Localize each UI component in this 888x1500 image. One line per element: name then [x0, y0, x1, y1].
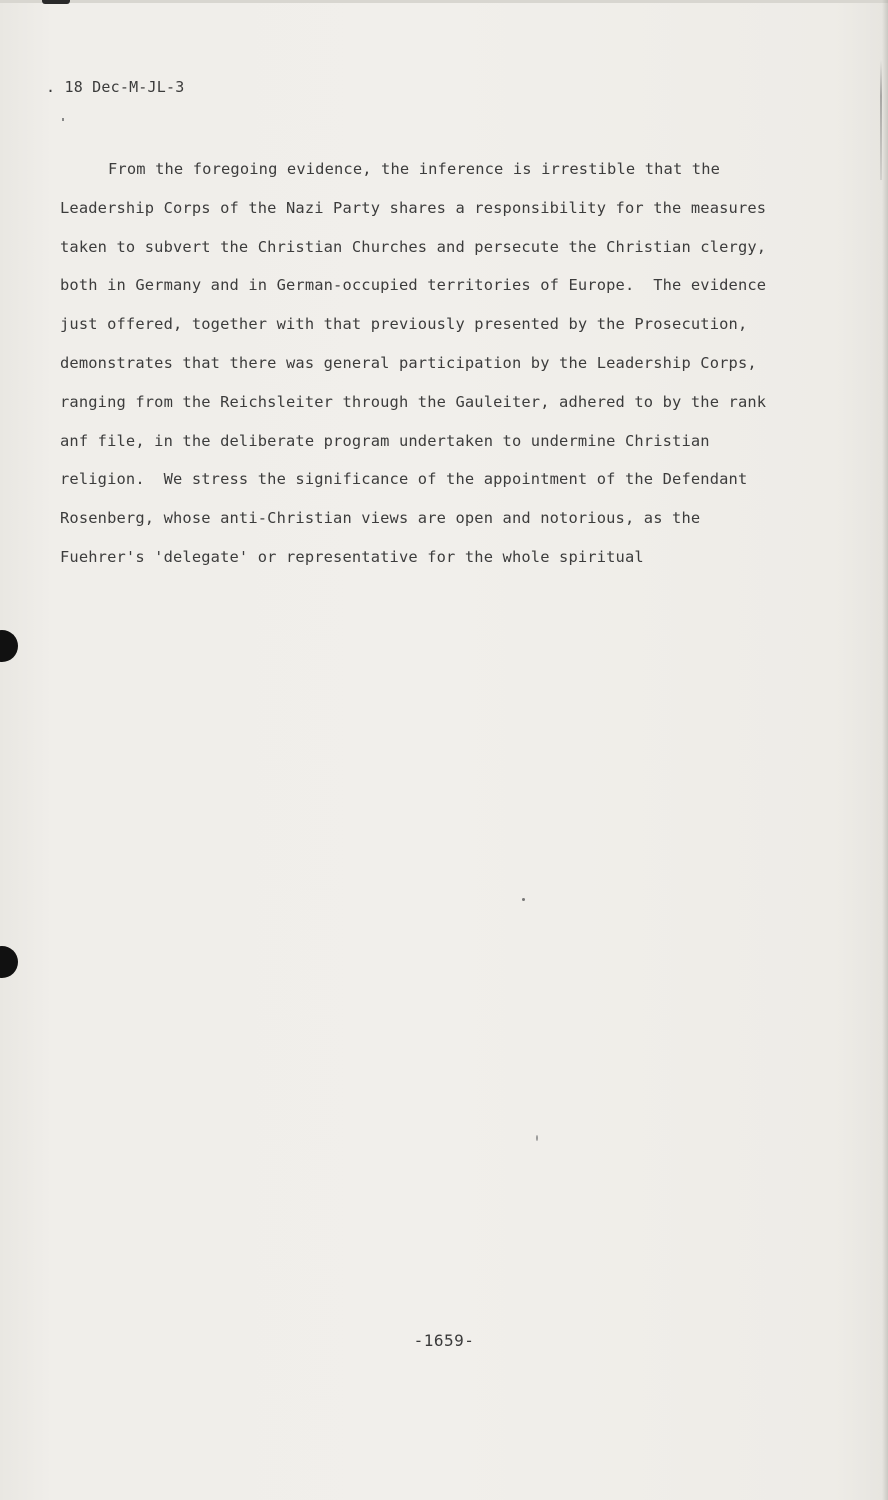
paper-speck [536, 1135, 538, 1141]
paragraph-line: taken to subvert the Christian Churches and persecute the Christian clergy, [60, 237, 767, 256]
top-edge [0, 0, 888, 3]
punch-hole-top [0, 630, 18, 662]
body-paragraph [60, 150, 790, 577]
paragraph-line: ranging from the Reichsleiter through the Gauleiter, adhered to by the rank [60, 392, 767, 411]
page-number: -1659- [413, 1331, 475, 1350]
paragraph-line: just offered, together with that previously presented by the Prosecution, [60, 315, 748, 334]
paragraph-line: demonstrates that there was general participation by the Leadership Corps, [60, 353, 757, 372]
paragraph-line: both in Germany and in German-occupied territories of Europe. The evidence [60, 276, 767, 295]
top-binding-mark [42, 0, 70, 4]
right-edge-shadow [882, 0, 888, 1500]
paragraph-line: From the foregoing evidence, the inference is irrestible that the [108, 160, 721, 178]
paragraph-line: Rosenberg, whose anti-Christian views are open and notorious, as the [60, 509, 701, 528]
stray-mark [62, 118, 64, 121]
paragraph-line: anf file, in the deliberate program undertaken to undermine Christian [60, 431, 710, 450]
paragraph-line: religion. We stress the significance of the appointment of the Defendant [60, 470, 748, 489]
paragraph-line: Leadership Corps of the Nazi Party shares a responsibility for the measures [60, 198, 767, 217]
paper-speck [522, 898, 525, 901]
punch-hole-bottom [0, 946, 18, 978]
margin-mark [880, 60, 882, 180]
paragraph-line: Fuehrer's 'delegate' or representative for the whole spiritual [60, 547, 644, 566]
document-reference: . 18 Dec-M-JL-3 [46, 78, 185, 96]
